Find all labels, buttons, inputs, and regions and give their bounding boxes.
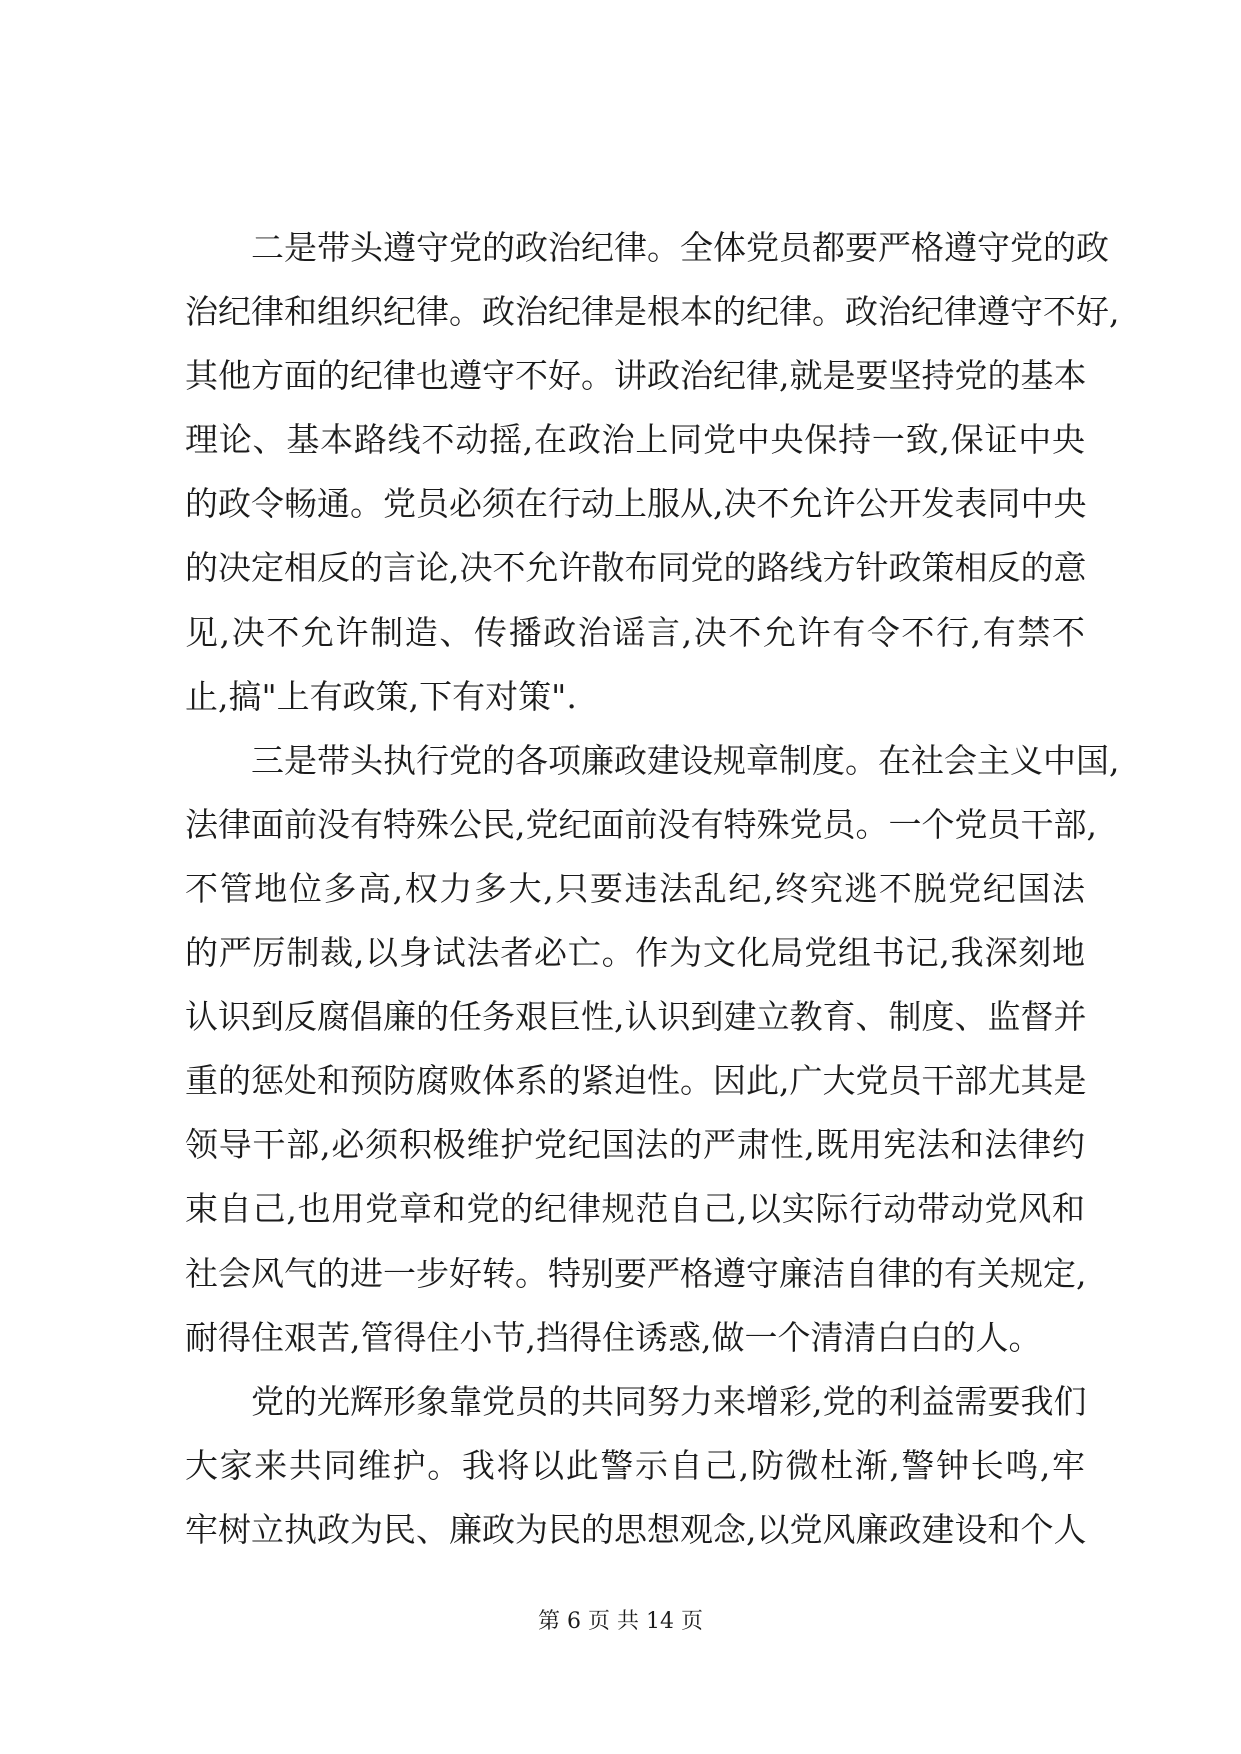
body-text (185, 216, 1120, 1562)
paragraph-2-line-10: 耐得住艰苦,管得住小节,挡得住诱惑,做一个清清白白的人。 (185, 1317, 1042, 1357)
paragraph-1-line-4: 理论、基本路线不动摇,在政治上同党中央保持一致,保证中央 (185, 420, 1085, 460)
paragraph-1-line-1: 二是带头遵守党的政治纪律。全体党员都要严格遵守党的政 (251, 228, 1109, 267)
paragraph-2-line-5: 认识到反腐倡廉的任务艰巨性,认识到建立教育、制度、监督并 (185, 997, 1087, 1037)
paragraph-1-line-8: 止,搞"上有政策,下有对策". (185, 676, 577, 716)
paragraph-1-line-7: 见,决不允许制造、传播政治谣言,决不允许有令不行,有禁不 (185, 612, 1085, 652)
paragraph-2-line-9: 社会风气的进一步好转。特别要严格遵守廉洁自律的有关规定, (185, 1253, 1087, 1293)
paragraph-2-line-6: 重的惩处和预防腐败体系的紧迫性。因此,广大党员干部尤其是 (185, 1061, 1087, 1101)
paragraph-2-line-2: 法律面前没有特殊公民,党纪面前没有特殊党员。一个党员干部, (185, 804, 1097, 844)
paragraph-1-line-2: 治纪律和组织纪律。政治纪律是根本的纪律。政治纪律遵守不好, (185, 292, 1120, 332)
paragraph-2-line-7: 领导干部,必须积极维护党纪国法的严肃性,既用宪法和法律约 (185, 1125, 1085, 1165)
paragraph-3-line-1: 党的光辉形象靠党员的共同努力来增彩,党的利益需要我们 (251, 1381, 1087, 1421)
paragraph-3-line-2: 大家来共同维护。我将以此警示自己,防微杜渐,警钟长鸣,牢 (185, 1445, 1085, 1485)
paragraph-2-line-3: 不管地位多高,权力多大,只要违法乱纪,终究逃不脱党纪国法 (185, 868, 1085, 908)
paragraph-2-line-1: 三是带头执行党的各项廉政建设规章制度。在社会主义中国, (251, 740, 1120, 780)
paragraph-1-line-6: 的决定相反的言论,决不允许散布同党的路线方针政策相反的意 (185, 548, 1087, 588)
page-number-footer: 第 6 页 共 14 页 (538, 1609, 703, 1634)
paragraph-1-line-3: 其他方面的纪律也遵守不好。讲政治纪律,就是要坚持党的基本 (185, 356, 1087, 396)
paragraph-2-line-8: 束自己,也用党章和党的纪律规范自己,以实际行动带动党风和 (185, 1189, 1085, 1229)
paragraph-3-line-3: 牢树立执政为民、廉政为民的思想观念,以党风廉政建设和个人 (185, 1509, 1087, 1549)
paragraph-1-line-5: 的政令畅通。党员必须在行动上服从,决不允许公开发表同中央 (185, 484, 1087, 524)
paragraph-2-line-4: 的严厉制裁,以身试法者必亡。作为文化局党组书记,我深刻地 (185, 933, 1085, 973)
